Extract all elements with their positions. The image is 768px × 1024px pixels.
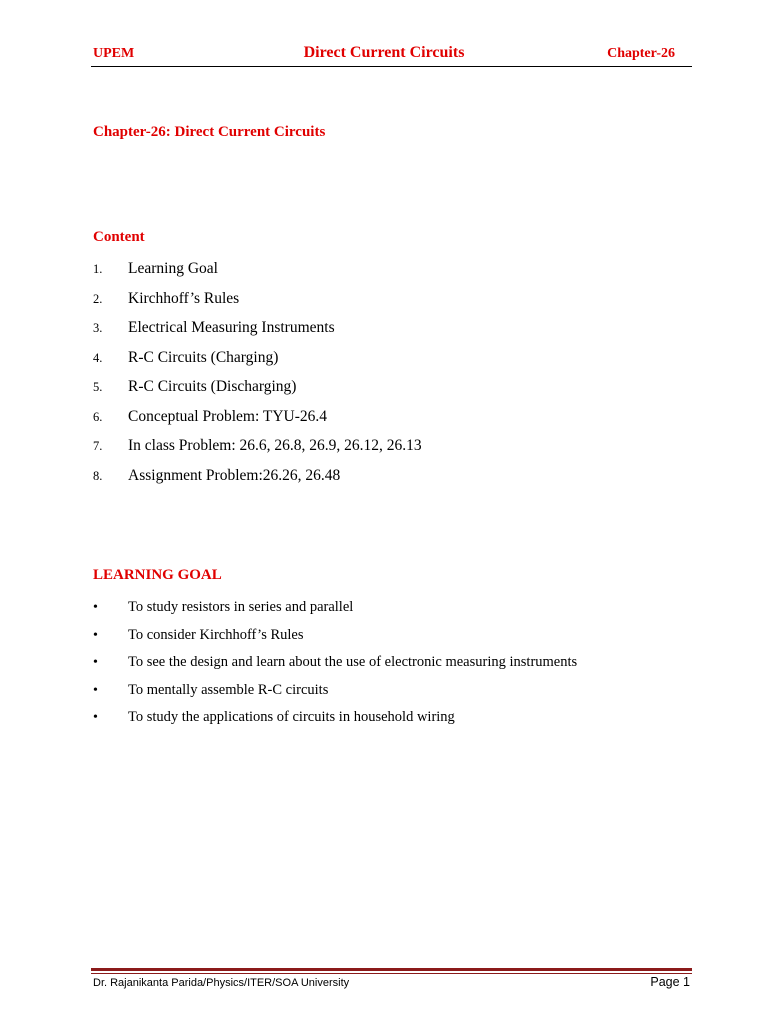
content-item-text: R-C Circuits (Charging) xyxy=(128,348,279,366)
content-list xyxy=(93,260,422,496)
bullet-icon: • xyxy=(93,710,98,725)
learning-goal-text: To mentally assemble R-C circuits xyxy=(128,681,329,698)
content-item xyxy=(93,467,422,497)
learning-goal-item xyxy=(93,599,577,627)
content-item xyxy=(93,319,422,349)
bullet-icon: • xyxy=(93,655,98,670)
learning-goal-item xyxy=(93,682,577,710)
footer-author: Dr. Rajanikanta Parida/Physics/ITER/SOA University xyxy=(93,977,350,989)
learning-goal-text: To see the design and learn about the use of electronic measuring instruments xyxy=(128,654,578,670)
content-item-text: R-C Circuits (Discharging) xyxy=(128,378,297,395)
content-item xyxy=(93,290,422,320)
header-title: Direct Current Circuits xyxy=(303,44,465,61)
content-item-number: 3. xyxy=(93,321,103,335)
learning-goal-item xyxy=(93,627,577,655)
content-item-number: 8. xyxy=(93,468,103,483)
content-item xyxy=(93,349,422,379)
content-item xyxy=(93,260,422,290)
content-item-text: Conceptual Problem: TYU-26.4 xyxy=(128,407,328,425)
header-chapter-label: Chapter-26 xyxy=(607,46,675,61)
learning-goal-item xyxy=(93,654,577,682)
content-item-number: 6. xyxy=(93,409,103,424)
header-divider xyxy=(91,66,692,67)
learning-goal-text: To study resistors in series and parallel xyxy=(128,599,354,615)
learning-goal-item xyxy=(93,709,577,737)
learning-goal-list xyxy=(93,599,577,737)
content-item xyxy=(93,437,422,467)
content-item-number: 5. xyxy=(93,380,103,394)
bullet-icon: • xyxy=(93,627,98,643)
content-item-text: In class Problem: 26.6, 26.8, 26.9, 26.12, 26.13 xyxy=(128,437,422,454)
learning-goal-text: To consider Kirchhoff’s Rules xyxy=(128,626,304,643)
footer-page-number: Page 1 xyxy=(650,975,690,989)
content-item xyxy=(93,378,422,408)
chapter-title: Chapter-26: Direct Current Circuits xyxy=(93,124,326,140)
content-item-number: 2. xyxy=(93,291,103,306)
learning-goal-heading: LEARNING GOAL xyxy=(93,567,222,583)
content-item-text: Assignment Problem:26.26, 26.48 xyxy=(128,466,341,484)
footer-divider-thin xyxy=(91,973,692,974)
content-item-number: 1. xyxy=(93,262,103,276)
content-item-text: Electrical Measuring Instruments xyxy=(128,319,335,336)
content-item xyxy=(93,408,422,438)
content-item-text: Kirchhoff’s Rules xyxy=(128,289,240,307)
content-item-number: 7. xyxy=(93,439,103,453)
content-heading: Content xyxy=(93,229,145,245)
content-item-number: 4. xyxy=(93,350,103,365)
content-item-text: Learning Goal xyxy=(128,260,218,277)
footer-divider-thick xyxy=(91,968,692,971)
learning-goal-text: To study the applications of circuits in household wiring xyxy=(128,709,455,725)
header-left-label: UPEM xyxy=(93,46,135,61)
bullet-icon: • xyxy=(93,682,98,698)
bullet-icon: • xyxy=(93,600,98,615)
